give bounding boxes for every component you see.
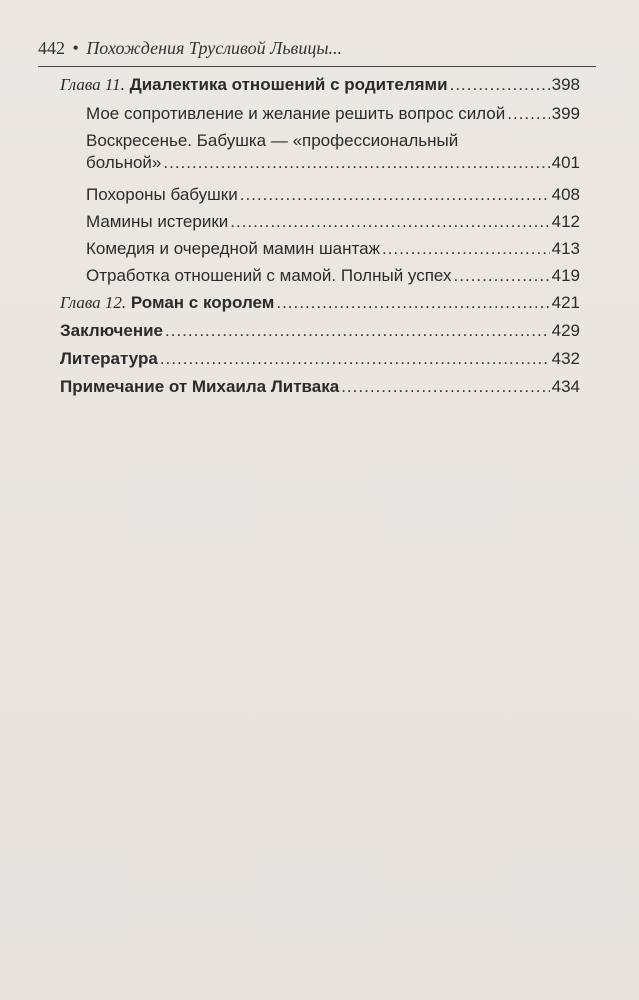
- part-title: Литература: [60, 349, 158, 368]
- section-title: Комедия и очередной мамин шантаж: [86, 239, 380, 258]
- toc-entry-section[interactable]: [86, 265, 580, 287]
- toc-entry-chapter-12[interactable]: [60, 292, 580, 314]
- page-ref: 398: [551, 75, 580, 94]
- section-title: Мое сопротивление и желание решить вопрос силой: [86, 104, 506, 123]
- page-ref: 399: [551, 104, 580, 123]
- page-ref: 434: [551, 377, 580, 396]
- part-title: Примечание от Михаила Литвака: [60, 377, 340, 396]
- running-header: [38, 38, 342, 59]
- dot-leader: [160, 348, 550, 370]
- dot-leader: [165, 320, 550, 342]
- chapter-prefix: Глава 12.: [60, 293, 127, 312]
- dot-leader: [454, 265, 550, 287]
- toc-entry-section[interactable]: [86, 103, 580, 125]
- chapter-title: Диалектика отношений с родителями: [129, 75, 448, 94]
- page-ref: 412: [551, 212, 580, 231]
- toc-entry-note[interactable]: [60, 376, 580, 398]
- page-number: 442: [38, 38, 65, 58]
- page-ref: 421: [551, 293, 580, 312]
- section-title-line1: Воскресенье. Бабушка — «профессиональный: [86, 131, 459, 150]
- page-ref: 429: [551, 321, 580, 340]
- page-ref: 419: [551, 266, 580, 285]
- dot-leader: [163, 152, 549, 174]
- toc-entry-section[interactable]: [86, 211, 580, 233]
- dot-leader: [276, 292, 549, 314]
- header-rule: [38, 66, 596, 67]
- page-ref: 408: [551, 185, 580, 204]
- page-ref: 413: [551, 239, 580, 258]
- toc-entry-section[interactable]: [86, 130, 580, 174]
- toc-entry-literature[interactable]: [60, 348, 580, 370]
- toc-entry-chapter-11[interactable]: [60, 74, 580, 96]
- dot-leader: [240, 184, 550, 206]
- part-title: Заключение: [60, 321, 163, 340]
- toc-entry-section[interactable]: [86, 184, 580, 206]
- dot-leader: [230, 211, 549, 233]
- chapter-title: Роман с королем: [130, 293, 275, 312]
- chapter-prefix: Глава 11.: [60, 75, 125, 94]
- dot-leader: [382, 238, 550, 260]
- dot-leader: [507, 103, 549, 125]
- dot-leader: [341, 376, 549, 398]
- toc-entry-section[interactable]: [86, 238, 580, 260]
- section-title: Похороны бабушки: [86, 185, 238, 204]
- section-title: Отработка отношений с мамой. Полный успех: [86, 266, 452, 285]
- header-bullet: •: [72, 38, 79, 58]
- dot-leader: [450, 74, 550, 96]
- section-title: Мамины истерики: [86, 212, 229, 231]
- section-title-line2: больной»: [86, 153, 162, 172]
- page-ref: 401: [551, 153, 580, 172]
- toc-entry-conclusion[interactable]: [60, 320, 580, 342]
- page-ref: 432: [551, 349, 580, 368]
- book-title: Похождения Трусливой Львицы...: [86, 38, 343, 58]
